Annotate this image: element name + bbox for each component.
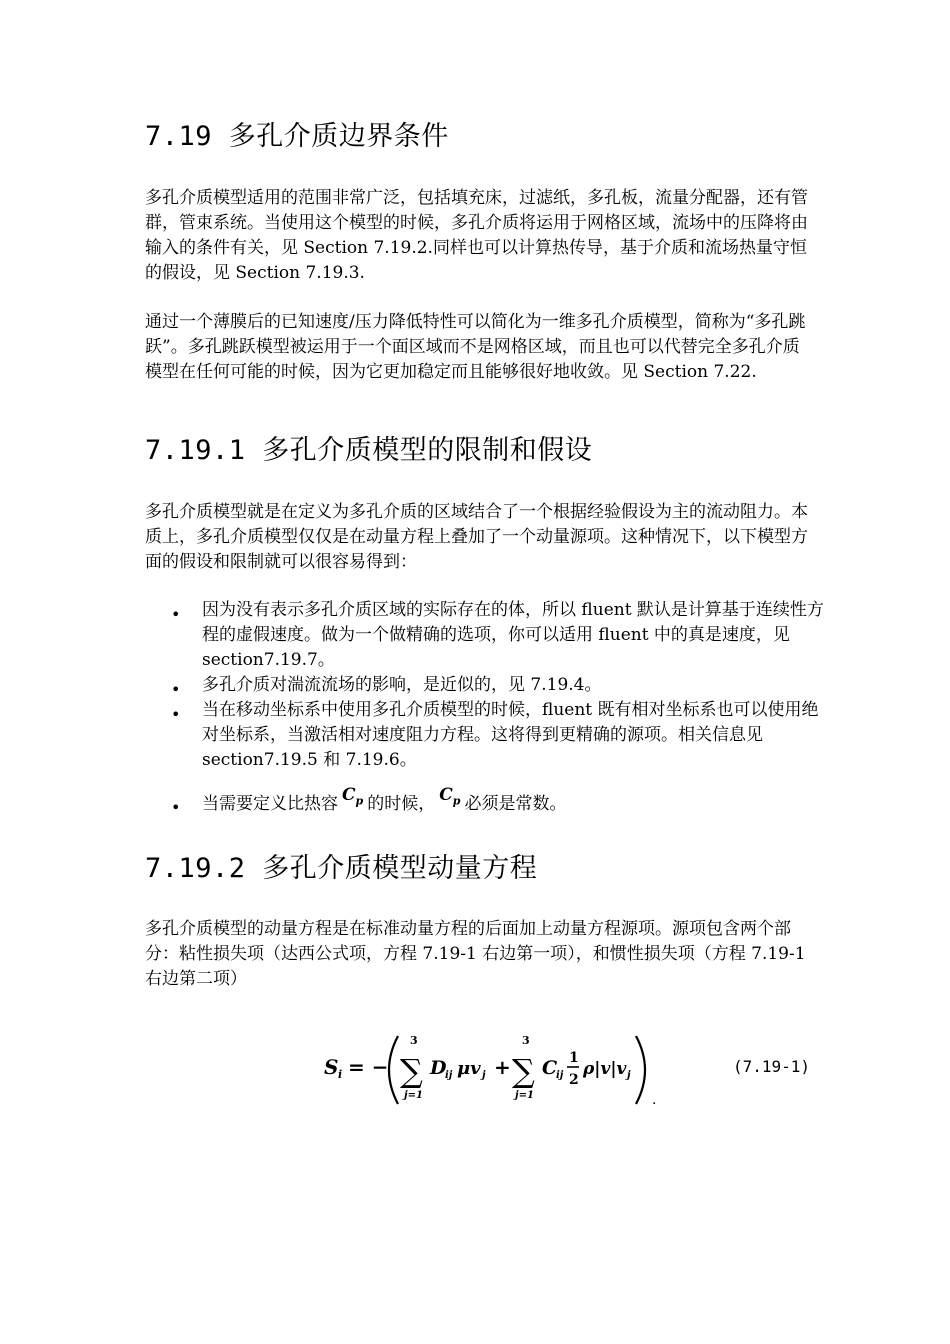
cp-symbol: $C_p$ <box>439 785 461 808</box>
eq-term2-rest-sub: j <box>627 1070 631 1081</box>
eq-term1-sub: ij <box>445 1070 453 1081</box>
list-item <box>145 783 825 817</box>
eq-lhs: S <box>324 1055 339 1079</box>
list-item-text: 当在移动坐标系中使用多孔介质模型的时候，fluent 既有相对坐标系也可以使用绝对坐标系，当激活相对速度阻力方程。这将得到更精确的源项。相关信息见 section7.19.5 和 7.19.6。 <box>202 700 819 770</box>
frac-den: 2 <box>569 1072 579 1088</box>
eq-equals: = − <box>348 1055 389 1079</box>
list-item-text-part2: 的时候， <box>367 794 436 814</box>
sum2-sigma: ∑ <box>512 1052 535 1090</box>
right-paren <box>636 1036 645 1104</box>
bullet-icon: • <box>171 605 181 624</box>
momentum-source-equation <box>322 1030 662 1110</box>
bullet-icon: • <box>171 798 181 817</box>
list-item <box>145 698 825 773</box>
eq-term2-rest: ρ|v|v <box>583 1059 627 1079</box>
left-paren <box>389 1036 398 1104</box>
eq-lhs-sub: i <box>338 1068 343 1081</box>
eq-term1-rest: μv <box>457 1058 481 1079</box>
eq-term2: C <box>542 1057 558 1079</box>
bullet-icon: • <box>171 705 181 724</box>
sum1-sigma: ∑ <box>400 1052 423 1090</box>
list-item-text-part3: 必须是常数。 <box>464 794 567 814</box>
eq-plus: + <box>494 1055 511 1079</box>
paragraph-porous-jump: 通过一个薄膜后的已知速度/压力降低特性可以简化为一维多孔介质模型，简称为“多孔跳跃”。多孔跳跃模型被运用于一个面区域而不是网格区域，而且也可以代替完全多孔介质模型在任何可能的时候，因为它更加稳定而且能够很好地收敛。见 Section 7.22. <box>145 312 806 382</box>
eq-term2-sub: ij <box>556 1070 564 1081</box>
assumption-list <box>145 598 825 817</box>
list-item-text: 因为没有表示多孔介质区域的实际存在的体，所以 fluent 默认是计算基于连续性方程的虚假速度。做为一个做精确的选项，你可以适用 fluent 中的真是速度，见 section7.19.7。 <box>202 600 824 670</box>
paragraph-intro: 多孔介质模型适用的范围非常广泛，包括填充床，过滤纸，多孔板，流量分配器，还有管群，管束系统。当使用这个模型的时候，多孔介质将运用于网格区域，流场中的压降将由输入的条件有关，见 Section 7.19.2.同样也可以计算热传导，基于介质和流场热量守恒的假设，见 Section 7.19.3. <box>145 188 808 283</box>
eq-term1: D <box>430 1057 447 1079</box>
sum2-lower: j=1 <box>515 1090 534 1101</box>
list-item <box>145 673 825 698</box>
list-item-text: 多孔介质对湍流流场的影响，是近似的，见 7.19.4。 <box>202 675 602 695</box>
list-item-text-part1: 当需要定义比热容 <box>202 794 338 814</box>
section-title-7-19-2: 7.19.2 多孔介质模型动量方程 <box>145 853 538 884</box>
section-title-7-19: 7.19 多孔介质边界条件 <box>145 121 449 152</box>
equation-number: (7.19-1) <box>733 1057 811 1076</box>
bullet-icon: • <box>171 680 181 699</box>
frac-num: 1 <box>569 1050 579 1066</box>
cp-symbol: $C_p$ <box>342 785 364 808</box>
eq-term1-rest-sub: j <box>482 1070 486 1081</box>
sum1-lower: j=1 <box>404 1090 423 1101</box>
paragraph-momentum: 多孔介质模型的动量方程是在标准动量方程的后面加上动量方程源项。源项包含两个部分：粘性损失项（达西公式项，方程 7.19-1 右边第一项），和惯性损失项（方程 7.19-1 右边第二项） <box>145 919 806 989</box>
sum1-upper: 3 <box>410 1034 418 1047</box>
paragraph-limitations: 多孔介质模型就是在定义为多孔介质的区域结合了一个根据经验假设为主的流动阻力。本质上，多孔介质模型仅仅是在动量方程上叠加了一个动量源项。这种情况下，以下模型方面的假设和限制就可以很容易得到： <box>145 502 808 572</box>
section-title-7-19-1: 7.19.1 多孔介质模型的限制和假设 <box>145 435 593 466</box>
sum2-upper: 3 <box>522 1034 530 1047</box>
list-item <box>145 598 825 673</box>
stray-dot: . <box>652 1092 657 1108</box>
